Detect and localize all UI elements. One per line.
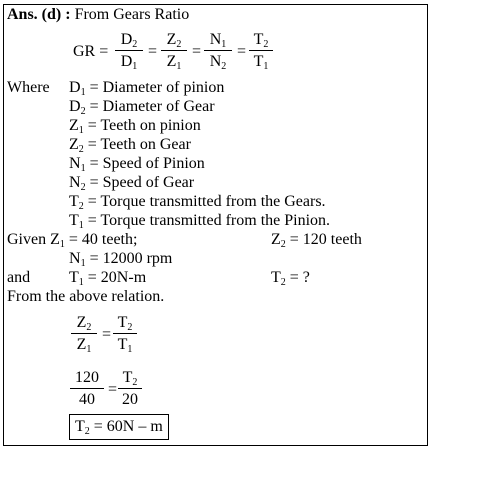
equals-sign: = xyxy=(108,381,118,398)
and-label: and xyxy=(7,269,31,286)
definition-line: $Z_2$ = Teeth on Gear xyxy=(69,136,191,155)
definition-line: $D_1$ = Diameter of pinion xyxy=(69,79,225,98)
fraction-t: $\frac{T_2}{T_1}$ xyxy=(249,31,273,71)
fraction-z: $\frac{Z_2}{Z_1}$ xyxy=(161,31,187,71)
heading-text: From Gears Ratio xyxy=(70,6,190,23)
gr-label: GR = xyxy=(73,43,109,60)
fraction-z-step: $\frac{Z_2}{Z_1}$ xyxy=(71,314,97,354)
fraction-torque-values: $\frac{T_2}{20}$ xyxy=(118,369,142,409)
equals-sign: = xyxy=(192,43,202,60)
unknown-t2: $T_2$ = ? xyxy=(271,269,310,288)
where-label: Where xyxy=(7,79,50,96)
heading xyxy=(7,6,189,24)
fraction-teeth-values: $\frac{120}{40}$ xyxy=(70,369,104,409)
definition-line: $Z_1$ = Teeth on pinion xyxy=(69,117,201,136)
given-t1: $T_1 = 20N-m$ xyxy=(69,269,147,288)
definition-line: $N_1$ = Speed of Pinion xyxy=(69,155,205,174)
fraction-t-step: $\frac{T_2}{T_1}$ xyxy=(113,314,137,354)
answer-label: Ans. (d) : xyxy=(7,6,71,23)
definition-line: $D_2$ = Diameter of Gear xyxy=(69,98,215,117)
equals-sign: = xyxy=(148,43,158,60)
fraction-d: $\frac{D_2}{D_1}$ xyxy=(115,31,143,71)
definition-line: $T_2$ = Torque transmitted from the Gears. xyxy=(69,193,326,212)
fraction-n: $\frac{N_1}{N_2}$ xyxy=(204,31,232,71)
final-answer: $T_2 = 60N - m$ xyxy=(69,414,169,440)
definition-line: $N_2$ = Speed of Gear xyxy=(69,174,195,193)
equals-sign: = xyxy=(237,43,247,60)
definition-line: $T_1$ = Torque transmitted from the Pinion. xyxy=(69,212,331,231)
equals-sign: = xyxy=(102,326,112,343)
given-n1: $N_1 = 12000$ rpm xyxy=(69,250,173,269)
relation-label: From the above relation. xyxy=(7,288,165,305)
given-z1: Given $Z_1 = 40$ teeth; xyxy=(7,231,138,250)
given-z2: $Z_2 = 120$ teeth xyxy=(271,231,362,250)
